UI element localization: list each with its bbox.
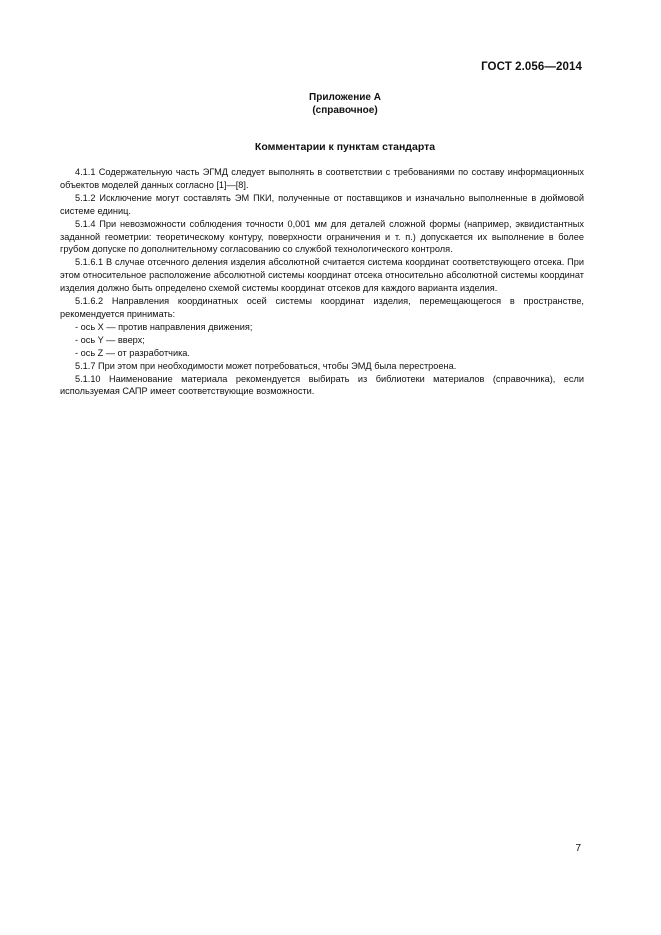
document-number: ГОСТ 2.056—2014 (481, 61, 582, 73)
paragraph-5-1-4: 5.1.4 При невозможности соблюдения точности 0,001 мм для деталей сложной формы (например, эквидистантных заданной геометрии: теоретическому контуру, поверхности ограничения и т. п.) допускается их выполнение в более грубом допуске по дополнительному согласованию со службой технологического контроля. (60, 218, 584, 255)
list-item-axis-y: - ось Y — вверх; (75, 334, 145, 345)
paragraph-4-1-1: 4.1.1 Содержательную часть ЭГМД следует выполнять в соответствии с требованиями по составу информационных объектов моделей данных согласно [1]—[8]. (60, 167, 584, 190)
paragraph-5-1-10: 5.1.10 Наименование материала рекомендуется выбирать из библиотеки материалов (справочника), если используемая САПР имеет соответствующие возможности. (60, 373, 584, 397)
appendix-heading (60, 91, 630, 117)
paragraph-5-1-6-2: 5.1.6.2 Направления координатных осей системы координат изделия, перемещающегося в пространстве, рекомендуется принимать: (60, 296, 584, 319)
page-number: 7 (575, 843, 581, 854)
list-item-axis-x: - ось X — против направления движения; (75, 321, 253, 332)
body-text (60, 166, 584, 398)
paragraph-5-1-7: 5.1.7 При этом при необходимости может потребоваться, чтобы ЭМД была перестроена. (75, 360, 457, 371)
appendix-subtitle: (справочное) (312, 105, 378, 116)
paragraph-5-1-6-1: 5.1.6.1 В случае отсечного деления изделия абсолютной считается система координат соответствующего отсека. При этом относительное расположение абсолютной системы координат отсека относительно абсолютной системы координат изделия должно быть определено схемой системы координат отсеков для каждого варианта изделия. (60, 257, 584, 294)
appendix-title: Приложение А (309, 92, 381, 103)
section-title: Комментарии к пунктам стандарта (254, 141, 436, 153)
paragraph-5-1-2: 5.1.2 Исключение могут составлять ЭМ ПКИ, полученные от поставщиков и изначально выполненные в дюймовой системе единиц. (60, 192, 584, 216)
list-item-axis-z: - ось Z — от разработчика. (75, 347, 190, 358)
